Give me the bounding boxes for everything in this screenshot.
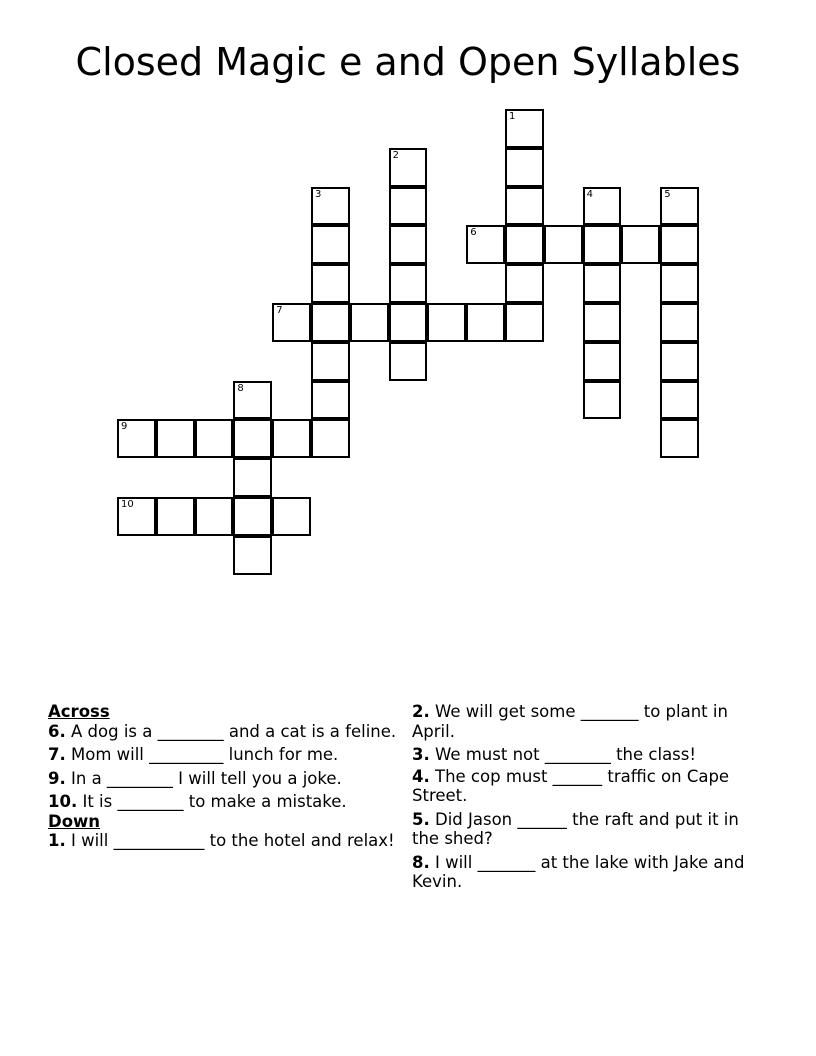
grid-cell[interactable] bbox=[583, 225, 622, 264]
clue-text: Did Jason ______ the raft and put it in the shed? bbox=[412, 809, 739, 848]
clue-text: We must not ________ the class! bbox=[429, 745, 696, 764]
grid-cell[interactable] bbox=[311, 342, 350, 381]
grid-cell[interactable] bbox=[505, 225, 544, 264]
grid-cell[interactable] bbox=[195, 419, 234, 458]
grid-cell[interactable] bbox=[583, 381, 622, 420]
cell-number: 1 bbox=[509, 111, 516, 122]
clue-number: 7. bbox=[48, 745, 66, 764]
clue-down-2 bbox=[412, 702, 752, 741]
cell-number: 10 bbox=[121, 499, 134, 510]
grid-cell[interactable] bbox=[272, 303, 311, 342]
grid-cell[interactable] bbox=[466, 225, 505, 264]
grid-cell[interactable] bbox=[505, 303, 544, 342]
clue-number: 8. bbox=[412, 852, 430, 872]
grid-cell[interactable] bbox=[389, 264, 428, 303]
cell-number: 9 bbox=[121, 421, 128, 433]
clue-number: 6. bbox=[48, 721, 66, 741]
grid-cell[interactable] bbox=[505, 109, 544, 148]
grid-cell[interactable] bbox=[311, 264, 350, 303]
clue-text: It is ________ to make a mistake. bbox=[77, 792, 347, 811]
clue-down-3 bbox=[412, 745, 752, 765]
grid-cell[interactable] bbox=[389, 342, 428, 381]
cell-number: 4 bbox=[586, 188, 593, 200]
page-title: Closed Magic e and Open Syllables bbox=[75, 40, 741, 84]
cell-number: 3 bbox=[315, 188, 322, 200]
grid-cell[interactable] bbox=[233, 381, 272, 420]
cell-number: 7 bbox=[276, 305, 283, 316]
grid-cell[interactable] bbox=[660, 264, 699, 303]
grid-cell[interactable] bbox=[117, 497, 156, 536]
grid-cell[interactable] bbox=[583, 187, 622, 226]
clue-across-10 bbox=[48, 792, 398, 812]
grid-cell[interactable] bbox=[660, 342, 699, 381]
clues-right-column bbox=[412, 702, 752, 896]
clue-number: 10. bbox=[48, 792, 78, 811]
grid-cell[interactable] bbox=[350, 303, 389, 342]
grid-cell[interactable] bbox=[660, 303, 699, 342]
grid-cell[interactable] bbox=[272, 497, 311, 536]
down-heading: Down bbox=[48, 811, 101, 831]
grid-cell[interactable] bbox=[660, 419, 699, 458]
cell-number: 8 bbox=[237, 382, 244, 394]
grid-cell[interactable] bbox=[389, 303, 428, 342]
cell-number: 6 bbox=[470, 227, 477, 239]
grid-cell[interactable] bbox=[660, 225, 699, 264]
grid-cell[interactable] bbox=[233, 536, 272, 575]
clue-down-8 bbox=[412, 853, 752, 892]
grid-cell[interactable] bbox=[544, 225, 583, 264]
clue-across-7 bbox=[48, 745, 398, 765]
clue-text: A dog is a ________ and a cat is a feline. bbox=[65, 721, 397, 741]
grid-cell[interactable] bbox=[311, 187, 350, 226]
grid-cell[interactable] bbox=[389, 225, 428, 264]
grid-cell[interactable] bbox=[233, 497, 272, 536]
clue-across-9 bbox=[48, 769, 398, 789]
grid-cell[interactable] bbox=[660, 381, 699, 420]
grid-cell[interactable] bbox=[311, 303, 350, 342]
grid-cell[interactable] bbox=[233, 458, 272, 497]
grid-cell[interactable] bbox=[583, 342, 622, 381]
grid-cell[interactable] bbox=[389, 148, 428, 187]
grid-cell[interactable] bbox=[583, 303, 622, 342]
grid-cell[interactable] bbox=[156, 419, 195, 458]
grid-cell[interactable] bbox=[505, 187, 544, 226]
clue-down-1 bbox=[48, 831, 398, 851]
grid-cell[interactable] bbox=[427, 303, 466, 342]
clue-number: 3. bbox=[412, 745, 430, 764]
grid-cell[interactable] bbox=[660, 187, 699, 226]
grid-cell[interactable] bbox=[311, 225, 350, 264]
clue-number: 5. bbox=[412, 809, 430, 829]
grid-cell[interactable] bbox=[233, 419, 272, 458]
grid-cell[interactable] bbox=[311, 381, 350, 420]
grid-cell[interactable] bbox=[272, 419, 311, 458]
grid-cell[interactable] bbox=[583, 264, 622, 303]
clue-number: 9. bbox=[48, 768, 66, 788]
clue-number: 2. bbox=[412, 702, 430, 721]
grid-cell[interactable] bbox=[117, 419, 156, 458]
clue-down-5 bbox=[412, 810, 752, 849]
grid-cell[interactable] bbox=[505, 148, 544, 187]
clue-text: I will _______ at the lake with Jake and Kevin. bbox=[412, 852, 745, 891]
clue-down-4 bbox=[412, 767, 752, 806]
cell-number: 5 bbox=[664, 188, 671, 200]
grid-cell[interactable] bbox=[195, 497, 234, 536]
grid-cell[interactable] bbox=[466, 303, 505, 342]
clue-text: The cop must ______ traffic on Cape Street. bbox=[412, 766, 730, 805]
across-heading: Across bbox=[48, 702, 110, 721]
grid-cell[interactable] bbox=[505, 264, 544, 303]
clue-text: I will ___________ to the hotel and relax! bbox=[65, 831, 395, 850]
clue-number: 1. bbox=[48, 831, 66, 850]
clues-left-column bbox=[48, 702, 398, 855]
clue-text: In a ________ I will tell you a joke. bbox=[65, 768, 342, 788]
clue-across-6 bbox=[48, 722, 398, 742]
grid-cell[interactable] bbox=[156, 497, 195, 536]
grid-cell[interactable] bbox=[621, 225, 660, 264]
grid-cell[interactable] bbox=[311, 419, 350, 458]
grid-cell[interactable] bbox=[389, 187, 428, 226]
cell-number: 2 bbox=[392, 149, 399, 161]
clue-number: 4. bbox=[412, 766, 430, 786]
clue-text: Mom will _________ lunch for me. bbox=[65, 745, 339, 764]
clue-text: We will get some _______ to plant in April. bbox=[412, 702, 728, 741]
